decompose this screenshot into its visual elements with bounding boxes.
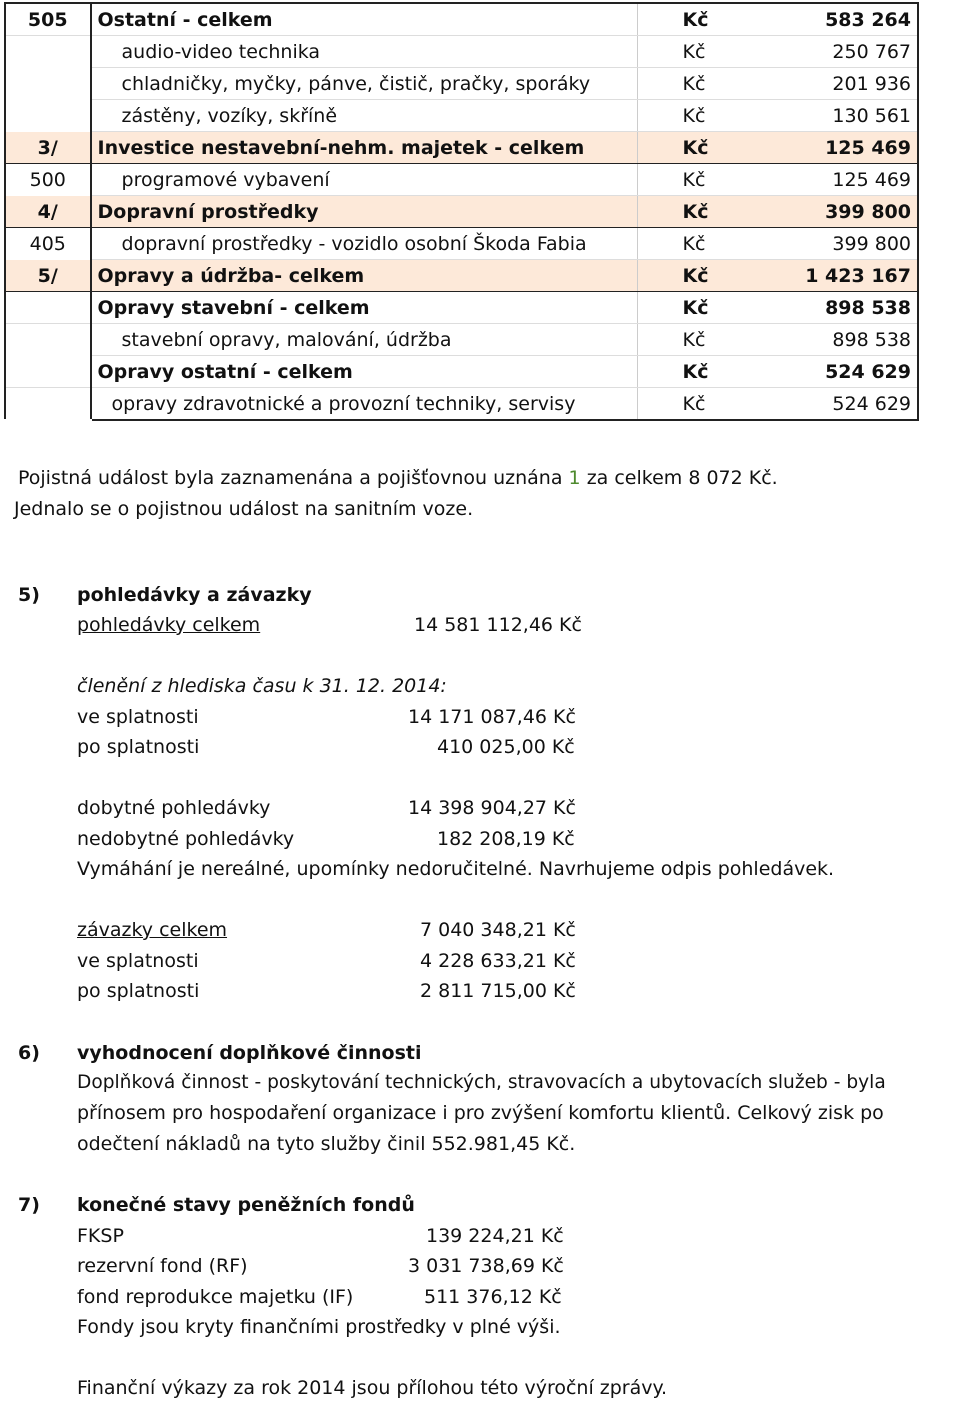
- row-name: dopravní prostředky - vozidlo osobní Škoda Fabia: [91, 228, 638, 260]
- receivables-total-value: 14 581 112,46 Kč: [414, 614, 582, 636]
- row-amount: 130 561: [760, 100, 918, 132]
- row-code: [5, 68, 91, 100]
- liabilities-total-label: závazky celkem: [77, 919, 228, 941]
- section-6-number: 6): [18, 1042, 40, 1064]
- overdue-value: 410 025,00 Kč: [437, 736, 575, 758]
- row-unit: Kč: [637, 164, 760, 196]
- row-name: Ostatní - celkem: [91, 3, 638, 36]
- liabilities-overdue-label: po splatnosti: [77, 980, 200, 1002]
- row-unit: Kč: [637, 36, 760, 68]
- table-row: [5, 196, 918, 228]
- row-code: [5, 100, 91, 132]
- row-amount: 898 538: [760, 324, 918, 356]
- fksp-label: FKSP: [77, 1225, 124, 1247]
- rf-value: 3 031 738,69 Kč: [408, 1255, 564, 1277]
- row-unit: Kč: [637, 132, 760, 164]
- in-due-label: ve splatnosti: [77, 706, 199, 728]
- liabilities-total-value: 7 040 348,21 Kč: [420, 919, 576, 941]
- table-row: [5, 36, 918, 68]
- receivables-total-label: pohledávky celkem: [77, 614, 261, 636]
- table-row: [5, 324, 918, 356]
- row-unit: Kč: [637, 324, 760, 356]
- section-6-title: vyhodnocení doplňkové činnosti: [77, 1042, 422, 1064]
- row-unit: Kč: [637, 260, 760, 292]
- expense-table: [4, 2, 919, 421]
- liabilities-due-label: ve splatnosti: [77, 950, 199, 972]
- liabilities-due-value: 4 228 633,21 Kč: [420, 950, 576, 972]
- liabilities-overdue-value: 2 811 715,00 Kč: [420, 980, 576, 1002]
- section-6-line-2: přínosem pro hospodaření organizace i pro zvýšení komfortu klientů. Celkový zisk po: [77, 1102, 884, 1124]
- row-code: 3/: [5, 132, 91, 164]
- row-unit: Kč: [637, 356, 760, 388]
- footer-note: Finanční výkazy za rok 2014 jsou přílohou této výroční zprávy.: [77, 1377, 668, 1399]
- table-row: [5, 100, 918, 132]
- section-6-line-3: odečtení nákladů na tyto služby činil 552.981,45 Kč.: [77, 1133, 576, 1155]
- table-row: [5, 260, 918, 292]
- row-code: [5, 388, 91, 421]
- overdue-label: po splatnosti: [77, 736, 200, 758]
- section-7-title: konečné stavy peněžních fondů: [77, 1194, 415, 1216]
- section-5-title: pohledávky a závazky: [77, 584, 312, 606]
- row-code: 4/: [5, 196, 91, 228]
- collectible-label: dobytné pohledávky: [77, 797, 271, 819]
- uncollectible-label: nedobytné pohledávky: [77, 828, 295, 850]
- fksp-value: 139 224,21 Kč: [426, 1225, 564, 1247]
- row-unit: Kč: [637, 196, 760, 228]
- row-name: Dopravní prostředky: [91, 196, 638, 228]
- row-amount: 898 538: [760, 292, 918, 324]
- collection-note: Vymáhání je nereálné, upomínky nedoručitelné. Navrhujeme odpis pohledávek.: [77, 858, 835, 880]
- row-amount: 125 469: [760, 164, 918, 196]
- section-6-line-1: Doplňková činnost - poskytování technických, stravovacích a ubytovacích služeb - byla: [77, 1072, 886, 1093]
- row-name: chladničky, myčky, pánve, čistič, pračky, sporáky: [91, 68, 638, 100]
- table-row: [5, 356, 918, 388]
- insurance-count: 1: [568, 467, 581, 489]
- row-unit: Kč: [637, 3, 760, 36]
- row-amount: 399 800: [760, 196, 918, 228]
- if-value: 511 376,12 Kč: [424, 1286, 562, 1308]
- row-code: 405: [5, 228, 91, 260]
- breakdown-label: členění z hlediska času k 31. 12. 2014:: [77, 675, 447, 697]
- row-name: stavební opravy, malování, údržba: [91, 324, 638, 356]
- insurance-text-b: za celkem 8 072 Kč.: [586, 467, 778, 489]
- row-unit: Kč: [637, 388, 760, 421]
- row-amount: 125 469: [760, 132, 918, 164]
- table-row: [5, 3, 918, 36]
- table-row: [5, 132, 918, 164]
- row-code: 505: [5, 3, 91, 36]
- row-name: opravy zdravotnické a provozní techniky, servisy: [91, 388, 638, 421]
- row-code: [5, 356, 91, 388]
- row-amount: 399 800: [760, 228, 918, 260]
- row-name: Investice nestavební-nehm. majetek - celkem: [91, 132, 638, 164]
- row-amount: 524 629: [760, 388, 918, 421]
- row-code: 5/: [5, 260, 91, 292]
- in-due-value: 14 171 087,46 Kč: [408, 706, 576, 728]
- row-unit: Kč: [637, 292, 760, 324]
- collectible-value: 14 398 904,27 Kč: [408, 797, 576, 819]
- row-amount: 524 629: [760, 356, 918, 388]
- row-amount: 1 423 167: [760, 260, 918, 292]
- if-label: fond reprodukce majetku (IF): [77, 1286, 354, 1308]
- row-name: Opravy a údržba- celkem: [91, 260, 638, 292]
- row-name: Opravy stavební - celkem: [91, 292, 638, 324]
- table-row: [5, 164, 918, 196]
- table-row: [5, 228, 918, 260]
- row-name: Opravy ostatní - celkem: [91, 356, 638, 388]
- row-code: [5, 292, 91, 324]
- funds-note: Fondy jsou kryty finančními prostředky v plné výši.: [77, 1316, 561, 1338]
- row-amount: 583 264: [760, 3, 918, 36]
- row-code: 500: [5, 164, 91, 196]
- section-7-number: 7): [18, 1194, 40, 1216]
- row-unit: Kč: [637, 68, 760, 100]
- uncollectible-value: 182 208,19 Kč: [437, 828, 575, 850]
- row-unit: Kč: [637, 228, 760, 260]
- row-name: zástěny, vozíky, skříně: [91, 100, 638, 132]
- insurance-line-2: Jednalo se o pojistnou událost na sanitním voze.: [14, 498, 474, 520]
- insurance-text-a: Pojistná událost byla zaznamenána a pojišťovnou uznána: [18, 467, 563, 489]
- row-unit: Kč: [637, 100, 760, 132]
- table-row: [5, 388, 918, 421]
- row-code: [5, 324, 91, 356]
- row-amount: 201 936: [760, 68, 918, 100]
- row-name: audio-video technika: [91, 36, 638, 68]
- section-5-number: 5): [18, 584, 40, 606]
- row-amount: 250 767: [760, 36, 918, 68]
- table-row: [5, 68, 918, 100]
- rf-label: rezervní fond (RF): [77, 1255, 248, 1277]
- row-name: programové vybavení: [91, 164, 638, 196]
- insurance-line-1: [18, 467, 778, 489]
- table-row: [5, 292, 918, 324]
- row-code: [5, 36, 91, 68]
